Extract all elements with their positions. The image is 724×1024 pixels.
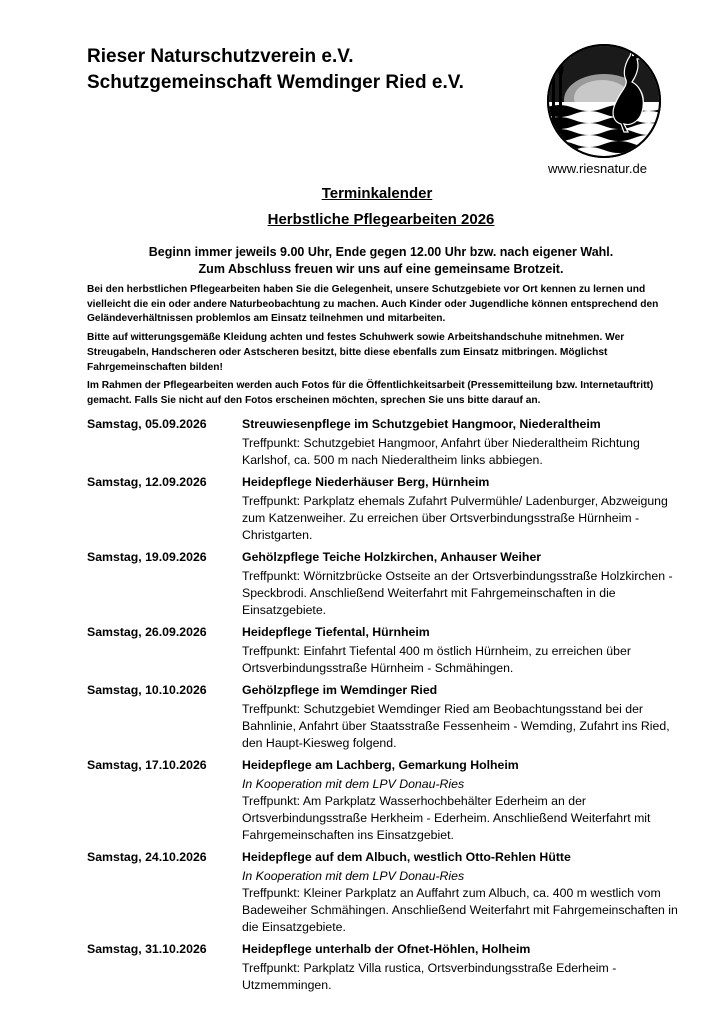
note-paragraph: Bitte auf witterungsgemäße Kleidung achten und festes Schuhwerk sowie Arbeitshandschuhe mitnehmen. Wer Streugabeln, Handscheren oder Astscheren besitzt, bitte diese ebenfalls zum Einsatz mitbringen. Möglichst Fahrgemeinschaften bilden! bbox=[87, 332, 625, 373]
website-link[interactable]: www.riesnatur.de bbox=[548, 161, 647, 176]
event-item bbox=[87, 624, 687, 677]
notes-section bbox=[87, 283, 679, 413]
document-title: Terminkalender bbox=[321, 185, 433, 202]
event-cooperation-note: In Kooperation mit dem LPV Donau-Ries bbox=[242, 869, 465, 883]
event-item bbox=[87, 549, 687, 619]
event-meeting-point: Treffpunkt: Schutzgebiet Wemdinger Ried am Beobachtungsstand bei der Bahnlinie, Anfahrt über Staatsstraße Fessenheim - Wemding, Zufahrt ins Ried, den Haupt-Kiesweg folgend. bbox=[242, 702, 670, 750]
org-name-1: Rieser Naturschutzverein e.V. bbox=[87, 46, 354, 67]
organization-header bbox=[87, 44, 464, 96]
event-item bbox=[87, 682, 687, 752]
event-title: Heidepflege auf dem Albuch, westlich Otto-Rehlen Hütte bbox=[242, 850, 571, 864]
event-date: Samstag, 26.09.2026 bbox=[87, 625, 207, 639]
event-item bbox=[87, 474, 687, 544]
event-title: Streuwiesenpflege im Schutzgebiet Hangmoor, Niederaltheim bbox=[242, 417, 601, 431]
event-meeting-point: Treffpunkt: Einfahrt Tiefental 400 m östlich Hürnheim, zu erreichen über Ortsverbindungsstraße Hürnheim - Schmähingen. bbox=[242, 644, 631, 675]
event-date: Samstag, 05.09.2026 bbox=[87, 417, 207, 431]
event-cooperation-note: In Kooperation mit dem LPV Donau-Ries bbox=[242, 777, 465, 791]
event-meeting-point: Treffpunkt: Am Parkplatz Wasserhochbehälter Ederheim an der Ortsverbindungsstraße Herkheim - Ederheim. Anschließend Weiterfahrt mit Fahrgemeinschaften ins Einsatzgebiet. bbox=[242, 794, 651, 842]
intro-line-2: Zum Abschluss freuen wir uns auf eine gemeinsame Brotzeit. bbox=[198, 262, 564, 276]
event-date: Samstag, 19.09.2026 bbox=[87, 550, 207, 564]
event-meeting-point: Treffpunkt: Wörnitzbrücke Ostseite an der Ortsverbindungsstraße Holzkirchen - Speckbrodi. Anschließend Weiterfahrt mit Fahrgemeinschaften in die Einsatzgebiete. bbox=[242, 569, 673, 617]
event-item bbox=[87, 941, 687, 994]
event-date: Samstag, 24.10.2026 bbox=[87, 850, 207, 864]
event-meeting-point: Treffpunkt: Parkplatz Villa rustica, Ortsverbindungsstraße Ederheim - Utzmemmingen. bbox=[242, 961, 617, 992]
event-title: Heidepflege unterhalb der Ofnet-Höhlen, Holheim bbox=[242, 942, 531, 956]
intro-text bbox=[0, 244, 724, 278]
event-item bbox=[87, 849, 687, 936]
event-meeting-point: Treffpunkt: Kleiner Parkplatz an Auffahrt zum Albuch, ca. 400 m westlich vom Badeweiher Schmähingen. Anschließend Weiterfahrt mit Fahrgemeinschaften in die Einsatzgebiete. bbox=[242, 886, 678, 934]
event-title: Heidepflege Tiefental, Hürnheim bbox=[242, 625, 430, 639]
event-meeting-point: Treffpunkt: Schutzgebiet Hangmoor, Anfahrt über Niederaltheim Richtung Karlshof, ca. 500 m nach Niederaltheim links abbiegen. bbox=[242, 436, 640, 467]
event-item bbox=[87, 416, 687, 469]
event-title: Gehölzpflege im Wemdinger Ried bbox=[242, 683, 438, 697]
org-name-2: Schutzgemeinschaft Wemdinger Ried e.V. bbox=[87, 72, 464, 93]
intro-line-1: Beginn immer jeweils 9.00 Uhr, Ende gegen 12.00 Uhr bzw. nach eigener Wahl. bbox=[148, 245, 614, 259]
note-paragraph: Bei den herbstlichen Pflegearbeiten haben Sie die Gelegenheit, unsere Schutzgebiete vor Ort kennen zu lernen und vielleicht die ein oder andere Naturbeobachtung zu machen. Auch Kinder oder Jugendliche können entsprechend den Geländeverhältnissen problemlos am Einsatz teilnehmen und mitarbeiten. bbox=[87, 284, 659, 325]
event-date: Samstag, 10.10.2026 bbox=[87, 683, 207, 697]
event-title: Heidepflege am Lachberg, Gemarkung Holheim bbox=[242, 758, 519, 772]
event-title: Gehölzpflege Teiche Holzkirchen, Anhauser Weiher bbox=[242, 550, 542, 564]
note-paragraph: Im Rahmen der Pflegearbeiten werden auch Fotos für die Öffentlichkeitsarbeit (Pressemitteilung bzw. Internetauftritt) gemacht. Falls Sie nicht auf den Fotos erscheinen möchten, sprechen Sie uns bitte darauf an. bbox=[87, 380, 654, 406]
event-date: Samstag, 12.09.2026 bbox=[87, 475, 207, 489]
event-list bbox=[87, 416, 687, 999]
document-subtitle: Herbstliche Pflegearbeiten 2026 bbox=[267, 211, 495, 228]
event-title: Heidepflege Niederhäuser Berg, Hürnheim bbox=[242, 475, 490, 489]
event-date: Samstag, 31.10.2026 bbox=[87, 942, 207, 956]
event-meeting-point: Treffpunkt: Parkplatz ehemals Zufahrt Pulvermühle/ Ladenburger, Abzweigung zum Katzenweiher. Zu erreichen über Ortsverbindungsstraße Hürnheim - Christgarten. bbox=[242, 494, 668, 542]
event-date: Samstag, 17.10.2026 bbox=[87, 758, 207, 772]
heron-logo-icon bbox=[544, 42, 664, 160]
event-item bbox=[87, 757, 687, 844]
